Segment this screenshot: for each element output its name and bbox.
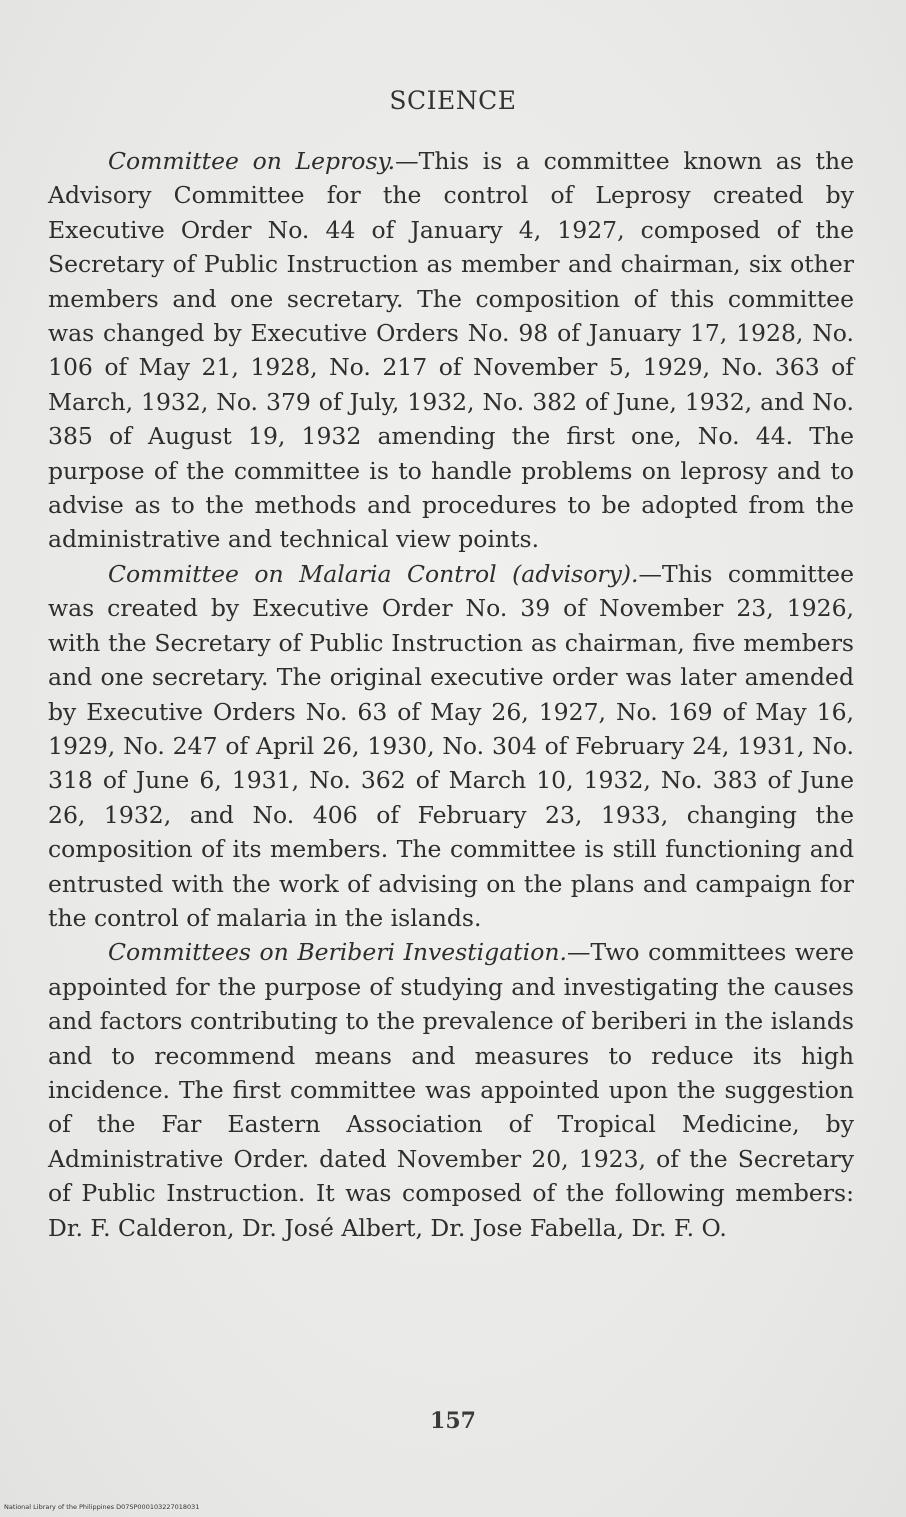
running-head: SCIENCE	[389, 86, 517, 115]
paragraph-text: —This is a committee known as the Advisory Committee for the control of Leprosy created by Executive Order No. 44 of January 4, 1927, composed of the Secretary of Public Instruction as member and chairman, six other members and one secretary. The composition of this committee was changed by Executive Orders No. 98 of January 17, 1928, No. 106 of May 21, 1928, No. 217 of November 5, 1929, No. 363 of March, 1932, No. 379 of July, 1932, No. 382 of June, 1932, and No. 385 of August 19, 1932 amending the first one, No. 44. The purpose of the committee is to handle problems on leprosy and to advise as to the methods and procedures to be adopted from the administrative and technical view points.	[48, 147, 854, 554]
paragraph-leprosy	[48, 144, 854, 557]
footer-credit: National Library of the Philippines D07SP000103227018031	[4, 1503, 200, 1511]
paragraph-text: —Two committees were appointed for the purpose of studying and investigating the causes and factors contributing to the prevalence of beriberi in the islands and to recommend means and measures to reduce its high incidence. The first committee was appointed upon the suggestion of the Far Eastern Association of Tropical Medicine, by Administrative Order. dated November 20, 1923, of the Secretary of Public Instruction. It was composed of the following members: Dr. F. Calderon, Dr. José Albert, Dr. Jose Fabella, Dr. F. O.	[48, 938, 854, 1242]
body-text	[48, 144, 854, 1245]
paragraph-heading: Committee on Leprosy.	[108, 147, 396, 175]
page-number: 157	[430, 1408, 476, 1434]
paragraph-heading: Committee on Malaria Control (advisory).	[108, 559, 639, 588]
paragraph-beriberi	[48, 935, 854, 1245]
paragraph-text: —This committee was created by Executive Order No. 39 of November 23, 1926, with the Secretary of Public Instruction as chairman, five members and one secretary. The original executive order was later amended by Executive Orders No. 63 of May 26, 1927, No. 169 of May 16, 1929, No. 247 of April 26, 1930, No. 304 of February 24, 1931, No. 318 of June 6, 1931, No. 362 of March 10, 1932, No. 383 of June 26, 1932, and No. 406 of February 23, 1933, changing the composition of its members. The committee is still functioning and entrusted with the work of advising on the plans and campaign for the control of malaria in the islands.	[48, 559, 854, 932]
paragraph-heading: Committees on Beriberi Investigation.	[108, 938, 567, 967]
paragraph-malaria	[48, 557, 854, 935]
